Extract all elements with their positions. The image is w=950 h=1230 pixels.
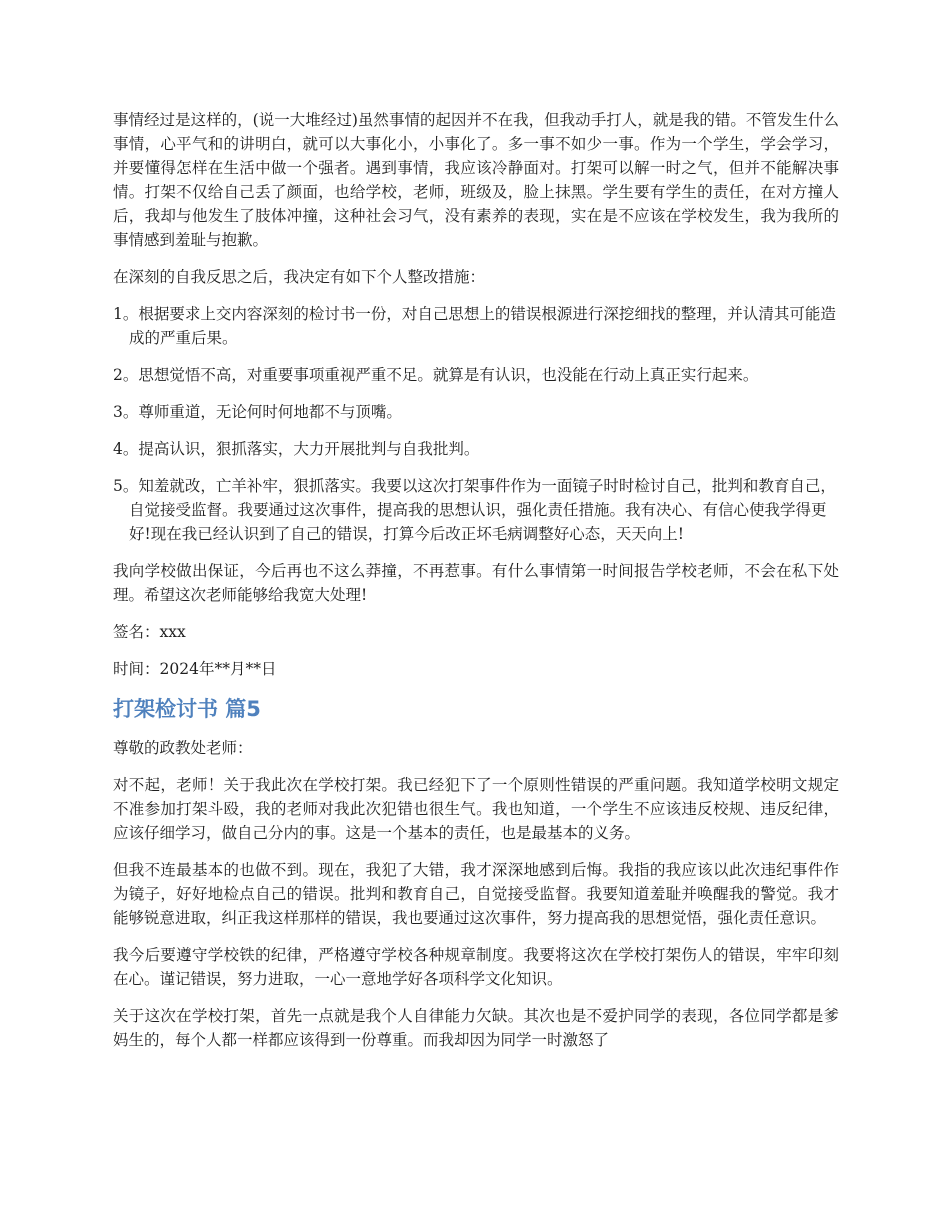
paragraph-reflection: 关于这次在学校打架，首先一点就是我个人自律能力欠缺。其次也是不爱护同学的表现，各位同学都是爹妈生的，每个人都一样都应该得到一份尊重。而我却因为同学一时激怒了 <box>113 1007 839 1049</box>
signature-line: 签名：xxx <box>113 623 186 641</box>
paragraph-regret: 但我不连最基本的也做不到。现在，我犯了大错，我才深深地感到后悔。我指的我应该以此次违纪事件作为镜子，好好地检点自己的错误。批判和教育自己，自觉接受监督。我要知道羞耻并唤醒我的警觉。我才能够锐意进取，纠正我这样那样的错误，我也要通过这次事件，努力提高我的思想觉悟，强化责任意识。 <box>113 861 839 927</box>
paragraph-apology: 对不起，老师！关于我此次在学校打架。我已经犯下了一个原则性错误的严重问题。我知道学校明文规定不准参加打架斗殴，我的老师对我此次犯错也很生气。我也知道，一个学生不应该违反校规、违反纪律，应该仔细学习，做自己分内的事。这是一个基本的责任，也是最基本的义务。 <box>113 776 839 842</box>
measure-item-3: 3。尊师重道，无论何时何地都不与顶嘴。 <box>113 403 402 421</box>
salutation: 尊敬的政教处老师： <box>113 739 253 757</box>
measure-item-2: 2。思想觉悟不高，对重要事项重视严重不足。就算是有认识，也没能在行动上真正实行起来。 <box>113 366 759 384</box>
document-page <box>113 108 839 1065</box>
paragraph-incident: 事情经过是这样的，(说一大堆经过)虽然事情的起因并不在我，但我动手打人，就是我的错。不管发生什么事情，心平气和的讲明白，就可以大事化小，小事化了。多一事不如少一事。作为一个学生，学会学习，并要懂得怎样在生活中做一个强者。遇到事情，我应该冷静面对。打架可以解一时之气，但并不能解决事情。打架不仅给自己丢了颜面，也给学校，老师，班级及，脸上抹黑。学生要有学生的责任，在对方撞人后，我却与他发生了肢体冲撞，这种社会习气，没有素养的表现，实在是不应该在学校发生，我为我所的事情感到羞耻与抱歉。 <box>113 111 839 249</box>
paragraph-promise: 我向学校做出保证，今后再也不这么莽撞，不再惹事。有什么事情第一时间报告学校老师，不会在私下处理。希望这次老师能够给我宽大处理! <box>113 562 839 604</box>
paragraph-measures-intro: 在深刻的自我反思之后，我决定有如下个人整改措施： <box>113 268 486 286</box>
measure-item-5: 5。知羞就改，亡羊补牢，狠抓落实。我要以这次打架事件作为一面镜子时时检讨自己，批判和教育自己，自觉接受监督。我要通过这次事件，提高我的思想认识，强化责任措施。我有决心、有信心使我学得更好!现在我已经认识到了自己的错误，打算今后改正坏毛病调整好心态，天天向上! <box>113 477 836 543</box>
measure-item-4: 4。提高认识，狠抓落实，大力开展批判与自我批判。 <box>113 440 480 458</box>
paragraph-discipline: 我今后要遵守学校铁的纪律，严格遵守学校各种规章制度。我要将这次在学校打架伤人的错误，牢牢印刻在心。谨记错误，努力进取，一心一意地学好各项科学文化知识。 <box>113 946 839 988</box>
section-heading: 打架检讨书 篇5 <box>113 697 261 721</box>
measure-item-1: 1。根据要求上交内容深刻的检讨书一份，对自己思想上的错误根源进行深挖细找的整理，并认清其可能造成的严重后果。 <box>113 305 836 347</box>
date-line: 时间：2024年**月**日 <box>113 660 277 678</box>
